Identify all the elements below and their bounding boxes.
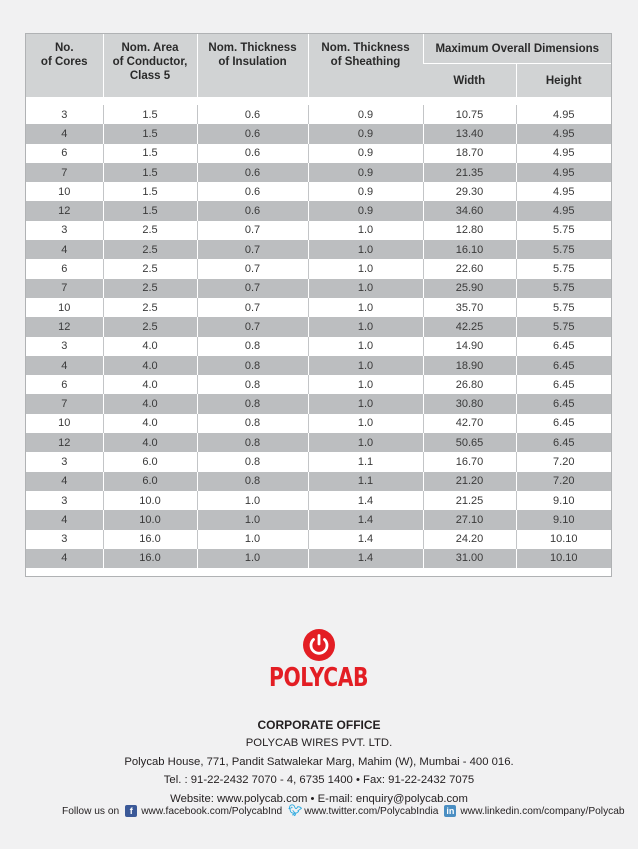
cell-insulation: 0.7: [197, 240, 308, 259]
header-dimensions: Maximum Overall Dimensions: [423, 34, 611, 64]
office-title: CORPORATE OFFICE: [257, 718, 381, 732]
cell-cores: 4: [26, 549, 103, 568]
cell-area: 1.5: [103, 182, 197, 201]
cell-width: 21.25: [423, 491, 516, 510]
cell-insulation: 0.7: [197, 317, 308, 336]
header-area: Nom. Area of Conductor, Class 5: [103, 34, 197, 97]
cell-sheathing: 1.4: [308, 549, 423, 568]
cell-height: 5.75: [516, 317, 611, 336]
cell-width: 29.30: [423, 182, 516, 201]
cell-sheathing: 1.0: [308, 375, 423, 394]
office-company: POLYCAB WIRES PVT. LTD.: [245, 737, 393, 750]
cell-height: 7.20: [516, 452, 611, 471]
power-icon: [302, 628, 336, 662]
cell-width: 24.20: [423, 530, 516, 549]
cell-area: 2.5: [103, 317, 197, 336]
cell-width: 18.70: [423, 144, 516, 163]
table-row: [26, 433, 611, 452]
cell-insulation: 1.0: [197, 530, 308, 549]
cell-height: 6.45: [516, 414, 611, 433]
follow-label: Follow us on: [62, 805, 120, 817]
cell-area: 6.0: [103, 472, 197, 491]
cell-insulation: 0.8: [197, 375, 308, 394]
cell-area: 4.0: [103, 433, 197, 452]
table-row: [26, 414, 611, 433]
facebook-icon: f: [125, 805, 137, 817]
office-phone: Tel. : 91-22-2432 7070 - 4, 6735 1400 • Fax: 91-22-2432 7075: [163, 774, 475, 787]
table-row: [26, 124, 611, 143]
cell-width: 30.80: [423, 394, 516, 413]
table-row: [26, 240, 611, 259]
cell-area: 4.0: [103, 414, 197, 433]
header-width: Width: [423, 64, 516, 97]
cell-cores: 12: [26, 201, 103, 220]
cell-height: 4.95: [516, 124, 611, 143]
cell-cores: 6: [26, 375, 103, 394]
cell-width: 12.80: [423, 221, 516, 240]
cell-area: 1.5: [103, 124, 197, 143]
cell-cores: 3: [26, 530, 103, 549]
table-row: [26, 549, 611, 568]
cell-sheathing: 1.0: [308, 433, 423, 452]
cell-width: 18.90: [423, 356, 516, 375]
cell-width: 42.25: [423, 317, 516, 336]
table-row: [26, 472, 611, 491]
cell-height: 4.95: [516, 163, 611, 182]
cell-area: 6.0: [103, 452, 197, 471]
cell-width: 26.80: [423, 375, 516, 394]
cell-cores: 10: [26, 414, 103, 433]
cell-insulation: 1.0: [197, 491, 308, 510]
brand-name: POLYCAB: [269, 663, 369, 693]
cell-insulation: 0.7: [197, 279, 308, 298]
cell-cores: 3: [26, 105, 103, 124]
cell-height: 10.10: [516, 530, 611, 549]
linkedin-link[interactable]: www.linkedin.com/company/Polycab: [460, 805, 625, 817]
cell-height: 4.95: [516, 105, 611, 124]
cell-insulation: 0.6: [197, 105, 308, 124]
corporate-office: [0, 716, 638, 808]
polycab-logo: [0, 628, 638, 692]
facebook-link[interactable]: www.facebook.com/PolycabInd: [141, 805, 283, 817]
cell-height: 10.10: [516, 549, 611, 568]
cell-sheathing: 1.0: [308, 394, 423, 413]
cell-insulation: 0.6: [197, 182, 308, 201]
table-row: [26, 375, 611, 394]
cell-height: 5.75: [516, 298, 611, 317]
cell-area: 4.0: [103, 375, 197, 394]
cell-height: 6.45: [516, 394, 611, 413]
table-row: [26, 491, 611, 510]
table-row: [26, 105, 611, 124]
cell-cores: 7: [26, 279, 103, 298]
header-cores: No. of Cores: [26, 34, 103, 97]
table-row: [26, 452, 611, 471]
table-row: [26, 317, 611, 336]
cell-height: 6.45: [516, 375, 611, 394]
table-row: [26, 163, 611, 182]
cell-area: 2.5: [103, 240, 197, 259]
cell-insulation: 0.7: [197, 221, 308, 240]
cell-width: 31.00: [423, 549, 516, 568]
cell-insulation: 0.8: [197, 414, 308, 433]
cell-sheathing: 0.9: [308, 124, 423, 143]
cell-height: 4.95: [516, 201, 611, 220]
table-row: [26, 259, 611, 278]
table-row: [26, 144, 611, 163]
cell-sheathing: 1.4: [308, 510, 423, 529]
cell-width: 13.40: [423, 124, 516, 143]
cell-cores: 3: [26, 491, 103, 510]
cell-sheathing: 1.4: [308, 530, 423, 549]
table-row: [26, 356, 611, 375]
twitter-icon: 🐦︎: [288, 805, 303, 817]
social-footer: [62, 805, 625, 817]
cell-insulation: 0.8: [197, 394, 308, 413]
cell-width: 21.35: [423, 163, 516, 182]
cell-sheathing: 1.0: [308, 240, 423, 259]
cell-cores: 6: [26, 144, 103, 163]
table-row: [26, 337, 611, 356]
cell-area: 2.5: [103, 279, 197, 298]
cell-sheathing: 1.0: [308, 414, 423, 433]
cell-height: 9.10: [516, 510, 611, 529]
table-row: [26, 182, 611, 201]
cell-width: 35.70: [423, 298, 516, 317]
cell-sheathing: 0.9: [308, 163, 423, 182]
office-web: Website: www.polycab.com • E-mail: enquiry@polycab.com: [170, 792, 468, 805]
cell-area: 2.5: [103, 221, 197, 240]
table-row: [26, 201, 611, 220]
cell-area: 10.0: [103, 510, 197, 529]
header-sheathing: Nom. Thickness of Sheathing: [308, 34, 423, 97]
cell-height: 5.75: [516, 240, 611, 259]
cell-sheathing: 1.0: [308, 356, 423, 375]
table-row: [26, 530, 611, 549]
cell-cores: 3: [26, 221, 103, 240]
cell-insulation: 0.8: [197, 433, 308, 452]
cell-area: 1.5: [103, 163, 197, 182]
cell-width: 14.90: [423, 337, 516, 356]
cell-height: 5.75: [516, 221, 611, 240]
cell-insulation: 0.6: [197, 124, 308, 143]
cell-area: 1.5: [103, 144, 197, 163]
header-height: Height: [516, 64, 611, 97]
cell-cores: 4: [26, 356, 103, 375]
table-row: [26, 279, 611, 298]
cell-sheathing: 0.9: [308, 105, 423, 124]
cell-sheathing: 1.1: [308, 452, 423, 471]
cell-width: 16.70: [423, 452, 516, 471]
cell-width: 21.20: [423, 472, 516, 491]
cell-sheathing: 0.9: [308, 201, 423, 220]
table-row: [26, 221, 611, 240]
cell-area: 1.5: [103, 105, 197, 124]
cell-cores: 7: [26, 394, 103, 413]
cell-height: 6.45: [516, 337, 611, 356]
table-row: [26, 394, 611, 413]
cell-sheathing: 1.1: [308, 472, 423, 491]
cell-sheathing: 0.9: [308, 144, 423, 163]
cell-width: 34.60: [423, 201, 516, 220]
cell-cores: 3: [26, 452, 103, 471]
cell-insulation: 0.8: [197, 452, 308, 471]
cell-insulation: 0.8: [197, 472, 308, 491]
table-row: [26, 298, 611, 317]
cell-insulation: 1.0: [197, 549, 308, 568]
cable-dimensions-table: [25, 33, 612, 577]
cell-cores: 12: [26, 433, 103, 452]
cell-sheathing: 1.0: [308, 279, 423, 298]
cell-height: 7.20: [516, 472, 611, 491]
cell-insulation: 0.7: [197, 298, 308, 317]
cell-sheathing: 0.9: [308, 182, 423, 201]
cell-width: 10.75: [423, 105, 516, 124]
cell-area: 4.0: [103, 394, 197, 413]
cell-insulation: 0.6: [197, 201, 308, 220]
linkedin-icon: in: [446, 806, 455, 816]
cell-sheathing: 1.0: [308, 221, 423, 240]
header-insulation: Nom. Thickness of Insulation: [197, 34, 308, 97]
cell-height: 5.75: [516, 259, 611, 278]
cell-area: 4.0: [103, 356, 197, 375]
cell-width: 42.70: [423, 414, 516, 433]
cell-insulation: 1.0: [197, 510, 308, 529]
cell-cores: 6: [26, 259, 103, 278]
cell-sheathing: 1.0: [308, 337, 423, 356]
table-row: [26, 510, 611, 529]
cell-area: 4.0: [103, 337, 197, 356]
cell-height: 6.45: [516, 356, 611, 375]
cell-width: 16.10: [423, 240, 516, 259]
cell-area: 16.0: [103, 530, 197, 549]
cell-sheathing: 1.0: [308, 317, 423, 336]
cell-cores: 7: [26, 163, 103, 182]
cell-height: 6.45: [516, 433, 611, 452]
cell-sheathing: 1.4: [308, 491, 423, 510]
cell-cores: 4: [26, 472, 103, 491]
cell-height: 4.95: [516, 182, 611, 201]
cell-height: 9.10: [516, 491, 611, 510]
cell-insulation: 0.6: [197, 144, 308, 163]
cell-area: 2.5: [103, 259, 197, 278]
cell-sheathing: 1.0: [308, 298, 423, 317]
cell-area: 10.0: [103, 491, 197, 510]
twitter-link[interactable]: www.twitter.com/PolycabIndia: [304, 805, 439, 817]
cell-width: 22.60: [423, 259, 516, 278]
cell-cores: 12: [26, 317, 103, 336]
cell-insulation: 0.8: [197, 337, 308, 356]
cell-width: 50.65: [423, 433, 516, 452]
cell-width: 27.10: [423, 510, 516, 529]
cell-cores: 4: [26, 124, 103, 143]
cell-area: 16.0: [103, 549, 197, 568]
office-address: Polycab House, 771, Pandit Satwalekar Marg, Mahim (W), Mumbai - 400 016.: [124, 755, 514, 768]
cell-insulation: 0.8: [197, 356, 308, 375]
cell-cores: 3: [26, 337, 103, 356]
cell-area: 1.5: [103, 201, 197, 220]
cell-insulation: 0.7: [197, 259, 308, 278]
cell-cores: 4: [26, 240, 103, 259]
table-body: [26, 105, 611, 568]
cell-width: 25.90: [423, 279, 516, 298]
cell-insulation: 0.6: [197, 163, 308, 182]
cell-cores: 10: [26, 298, 103, 317]
cell-area: 2.5: [103, 298, 197, 317]
cell-height: 5.75: [516, 279, 611, 298]
cell-sheathing: 1.0: [308, 259, 423, 278]
cell-cores: 4: [26, 510, 103, 529]
cell-height: 4.95: [516, 144, 611, 163]
cell-cores: 10: [26, 182, 103, 201]
